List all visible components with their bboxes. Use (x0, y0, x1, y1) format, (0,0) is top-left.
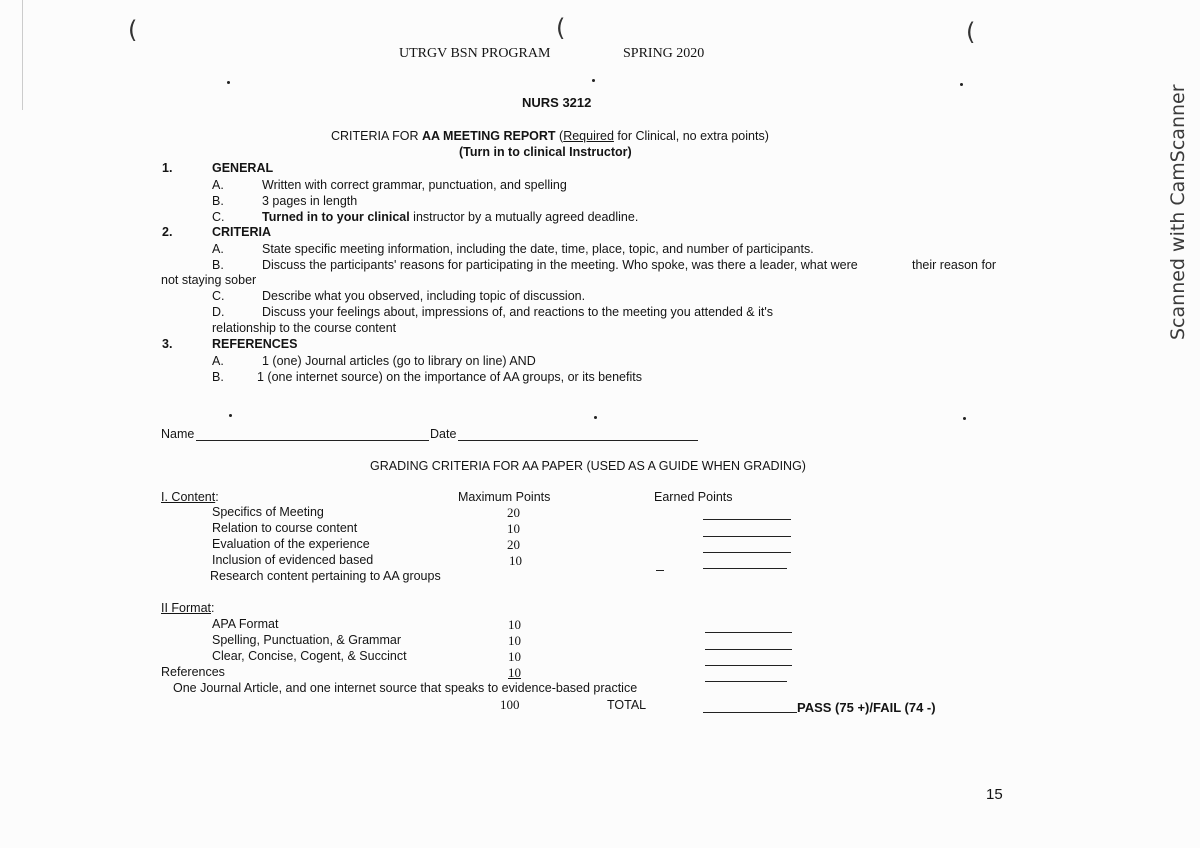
content-row-label: Specifics of Meeting (212, 505, 324, 519)
content-heading (161, 491, 219, 504)
criteria-title-bold: AA MEETING REPORT (421, 129, 556, 143)
earned-points-blank[interactable] (705, 632, 792, 633)
binder-mark-right: ( (966, 18, 976, 46)
section-3-item-b-letter: B. (212, 370, 224, 384)
earned-points-blank[interactable] (705, 681, 787, 682)
format-row-label: APA Format (212, 617, 279, 631)
criteria-title-required: Required (563, 129, 614, 143)
references-label: References (161, 665, 225, 679)
earned-points-blank[interactable] (705, 649, 792, 650)
earned-points-header: Earned Points (654, 490, 733, 504)
term-header: SPRING 2020 (623, 46, 705, 61)
format-row-label: Clear, Concise, Cogent, & Succinct (212, 649, 407, 663)
total-earned-blank[interactable] (703, 712, 797, 713)
name-label: Name (161, 427, 195, 441)
page-number: 15 (986, 786, 1003, 803)
section-1-item-c-text (262, 211, 638, 224)
scan-speck (960, 83, 963, 86)
section-3-title: REFERENCES (212, 337, 298, 351)
section-3-item-a-letter: A. (212, 354, 224, 368)
section-1-title: GENERAL (212, 161, 274, 175)
section-2-item-b-wrap: not staying sober (161, 273, 257, 287)
format-row-points: 10 (508, 633, 521, 648)
format-row-points: 10 (508, 649, 521, 664)
section-2-item-d-wrap: relationship to the course content (212, 321, 397, 335)
program-header: UTRGV BSN PROGRAM (399, 46, 551, 61)
section-2-title: CRITERIA (212, 225, 272, 239)
references-points: 10 (508, 665, 521, 680)
binder-mark-center: ( (556, 14, 566, 42)
format-colon: : (211, 601, 215, 615)
section-2-item-d-letter: D. (212, 305, 225, 319)
earned-points-blank[interactable] (705, 665, 792, 666)
scan-speck (963, 417, 966, 420)
content-row-label: Evaluation of the experience (212, 537, 370, 551)
scan-speck (229, 414, 232, 417)
earned-points-blank[interactable] (703, 568, 787, 569)
earned-points-blank[interactable] (703, 552, 791, 553)
references-note: One Journal Article, and one internet source that speaks to evidence-based practice (173, 681, 638, 695)
section-3-item-b-text: 1 (one internet source) on the importance of AA groups, or its benefits (257, 370, 642, 384)
section-1-item-c-bold: Turned in to your clinical (262, 210, 410, 224)
max-points-header: Maximum Points (458, 490, 551, 504)
content-colon: : (215, 490, 219, 504)
format-label: II Format (161, 601, 212, 615)
earned-points-blank[interactable] (703, 536, 791, 537)
format-row-points: 10 (508, 617, 521, 632)
section-2-item-a-letter: A. (212, 242, 224, 256)
section-2-item-a-text: State specific meeting information, including the date, time, place, topic, and number of participants. (262, 242, 814, 256)
pass-fail-label: PASS (75 +)/FAIL (74 -) (797, 700, 936, 715)
section-3-item-a-text: 1 (one) Journal articles (go to library on line) AND (262, 354, 536, 368)
section-1-item-c-rest: instructor by a mutually agreed deadline. (409, 210, 639, 224)
date-blank[interactable] (458, 440, 698, 441)
format-row-label: Spelling, Punctuation, & Grammar (212, 633, 401, 647)
criteria-title (331, 130, 769, 143)
total-label: TOTAL (607, 698, 647, 712)
content-row-label: Inclusion of evidenced based (212, 553, 374, 567)
criteria-title-prefix: CRITERIA FOR (331, 129, 422, 143)
content-row-points: 20 (507, 505, 520, 520)
format-heading (161, 602, 215, 615)
section-2-item-b-text: Discuss the participants' reasons for participating in the meeting. Who spoke, was there a leader, what were (262, 258, 858, 272)
left-edge-shadow (22, 0, 23, 110)
section-1-item-a-text: Written with correct grammar, punctuation, and spelling (262, 178, 567, 192)
content-extra-line: Research content pertaining to AA groups (210, 569, 441, 583)
name-blank[interactable] (196, 440, 429, 441)
dash-mark (656, 570, 664, 571)
binder-mark-left: ( (128, 16, 138, 44)
criteria-title-paren: ( (555, 129, 564, 143)
section-3-number: 3. (162, 337, 173, 351)
section-1-item-a-letter: A. (212, 178, 224, 192)
scan-speck (594, 416, 597, 419)
section-1-item-b-text: 3 pages in length (262, 194, 358, 208)
content-row-label: Relation to course content (212, 521, 358, 535)
section-2-number: 2. (162, 225, 173, 239)
content-row-points: 10 (507, 521, 520, 536)
date-label: Date (430, 427, 457, 441)
section-2-item-d-text: Discuss your feelings about, impressions of, and reactions to the meeting you attended & it's (262, 305, 773, 319)
total-points: 100 (500, 697, 520, 712)
content-row-points: 20 (507, 537, 520, 552)
scan-speck (592, 79, 595, 82)
section-2-item-b-letter: B. (212, 258, 224, 272)
section-1-item-b-letter: B. (212, 194, 224, 208)
section-2-item-c-text: Describe what you observed, including topic of discussion. (262, 289, 586, 303)
earned-points-blank[interactable] (703, 519, 791, 520)
criteria-title-rest: for Clinical, no extra points) (613, 129, 769, 143)
grading-title: GRADING CRITERIA FOR AA PAPER (USED AS A GUIDE WHEN GRADING) (370, 459, 806, 473)
section-1-item-c-letter: C. (212, 210, 225, 224)
content-label: I. Content (161, 490, 216, 504)
section-1-number: 1. (162, 161, 173, 175)
scan-speck (227, 81, 230, 84)
section-2-item-b-text-continued: their reason for (912, 258, 997, 272)
camscanner-watermark: Scanned with CamScanner (1167, 84, 1189, 340)
turn-in-note: (Turn in to clinical Instructor) (459, 145, 632, 159)
section-2-item-c-letter: C. (212, 289, 225, 303)
course-code: NURS 3212 (522, 95, 592, 110)
content-row-points: 10 (509, 553, 522, 568)
